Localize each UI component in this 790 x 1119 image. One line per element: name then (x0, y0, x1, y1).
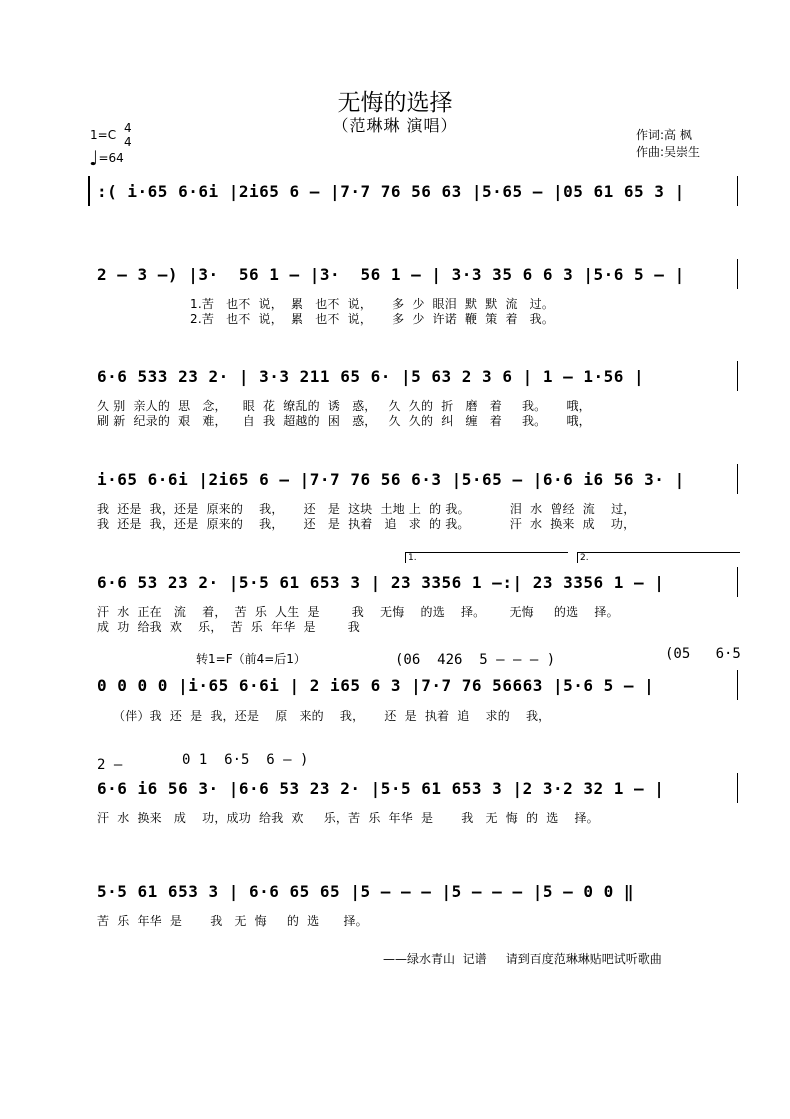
accompaniment-notes-2: 0 1 6·5 6 – ) (182, 752, 309, 768)
quarter-note-icon: ♩ (89, 146, 99, 170)
notes-line: :( i·65 6·6i |2i65 6 – |7·7 76 56 63 |5·65 – |05 61 65 3 | (97, 182, 685, 201)
lyricist: 作词:高 枫 (636, 128, 692, 142)
tempo-value: =64 (98, 151, 124, 165)
notes-line: 6·6 i6 56 3· |6·6 53 23 2· |5·5 61 653 3 |2 3·2 32 1 – | (97, 779, 665, 798)
score-system-5 (0, 553, 790, 653)
notes-line: 0 0 0 0 |i·65 6·6i | 2 i65 6 3 |7·7 76 56663 |5·6 5 – | (97, 676, 655, 695)
system-end-barline (737, 361, 738, 391)
time-signature (124, 121, 132, 149)
modulation-label: 转1=F（前4=后1） (196, 652, 306, 666)
lyrics-verse-2: 2.苦 也不 说， 累 也不 说， 多 少 许诺 鞭 策 着 我。 (190, 312, 555, 326)
score-system-7 (0, 752, 790, 859)
score-system-2 (0, 265, 790, 345)
credits (636, 127, 700, 161)
score-system-3 (0, 367, 790, 447)
accompaniment-notes-1: 2 – (97, 757, 123, 773)
system-end-barline (737, 567, 738, 597)
lyrics-verse-1: 苦 乐 年华 是 我 无 悔 的 选 择。 (97, 914, 368, 928)
volta-bracket-1: 1. (405, 552, 568, 563)
score-system-1 (0, 182, 790, 262)
tempo-marking (89, 146, 124, 170)
accompaniment-notes-2: (05 6·5 (665, 646, 741, 662)
lyrics-verse-1: （伴）我 还 是 我，还是 原 来的 我， 还 是 执着 追 求的 我， (97, 709, 551, 723)
accompaniment-notes-1: (06 426 5 – – – ) (395, 652, 556, 668)
repeat-start-barline (88, 176, 90, 206)
volta-bracket-2: 2. (577, 552, 740, 563)
lyrics-verse-1: 汗 水 正在 流 着， 苦 乐 人生 是 我 无悔 的选 择。 无悔 的选 择。 (97, 605, 619, 619)
lyrics-verse-2: 刷 新 纪录的 艰 难， 自 我 超越的 困 惑， 久 久的 纠 缠 着 我。 哦， (97, 414, 591, 428)
lyrics-verse-1: 我 还是 我，还是 原来的 我， 还 是 这块 土地 上 的 我。 泪 水 曾经 流 过， (97, 502, 636, 516)
system-end-barline (737, 773, 738, 803)
footer-note: ——绿水青山 记谱 请到百度范琳琳贴吧试听歌曲 (383, 952, 662, 966)
system-end-barline (737, 176, 738, 206)
meter-bottom: 4 (124, 135, 132, 149)
notes-line: i·65 6·6i |2i65 6 – |7·7 76 56 6·3 |5·65 – |6·6 i6 56 3· | (97, 470, 685, 489)
notes-line: 2 – 3 –) |3· 56 1 – |3· 56 1 – | 3·3 35 6 6 3 |5·6 5 – | (97, 265, 685, 284)
lyrics-verse-2: 我 还是 我，还是 原来的 我， 还 是 执着 追 求 的 我。 汗 水 换来 成 功， (97, 517, 636, 531)
notes-line: 5·5 61 653 3 | 6·6 65 65 |5 – – – |5 – – – |5 – 0 0 ‖ (97, 882, 635, 901)
song-subtitle: （范琳琳 演唱） (332, 116, 458, 135)
lyrics-verse-1: 汗 水 换来 成 功，成功 给我 欢 乐，苦 乐 年华 是 我 无 悔 的 选 择。 (97, 811, 599, 825)
score-system-6 (0, 646, 790, 756)
system-end-barline (737, 464, 738, 494)
lyrics-verse-2: 成 功 给我 欢 乐， 苦 乐 年华 是 我 (97, 620, 360, 634)
score-system-4 (0, 470, 790, 550)
meter-top: 4 (124, 121, 132, 135)
composer: 作曲:吴崇生 (636, 145, 701, 159)
notes-line: 6·6 53 23 2· |5·5 61 653 3 | 23 3356 1 –:| 23 3356 1 – | (97, 573, 665, 592)
system-end-barline (737, 670, 738, 700)
notes-line: 6·6 533 23 2· | 3·3 211 65 6· |5 63 2 3 6 | 1 – 1·56 | (97, 367, 645, 386)
song-title: 无悔的选择 (337, 90, 453, 116)
key-signature: 1=C (90, 128, 117, 142)
system-end-barline (737, 259, 738, 289)
lyrics-verse-1: 1.苦 也不 说， 累 也不 说， 多 少 眼泪 默 默 流 过。 (190, 297, 555, 311)
lyrics-verse-1: 久 别 亲人的 思 念， 眼 花 缭乱的 诱 惑， 久 久的 折 磨 着 我。 哦， (97, 399, 591, 413)
